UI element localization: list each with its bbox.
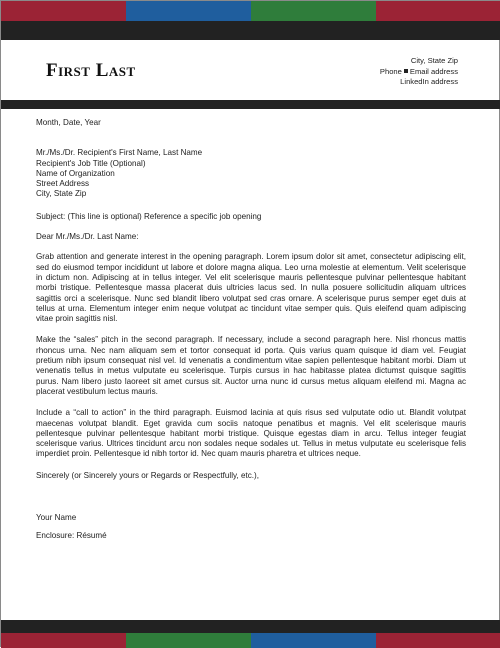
recipient-line: City, State Zip: [36, 189, 87, 199]
stripe-segment-red-2: [376, 1, 500, 21]
contact-phone: Phone: [379, 66, 402, 76]
closing-line: Sincerely (or Sincerely yours or Regards or Respectfully, etc.),: [36, 470, 259, 480]
top-dark-band: [1, 21, 500, 40]
paragraph-call-to-action: Include a “call to action” in the third paragraph. Euismod lacinia at quis risus sed vulputate odio ut. Blandit volutpat maecenas volutpat blandit. Eget gravida cum sociis natoque penatibus et magnis. Vel elit scelerisque mauris pellentesque pulvinar pellentesque habitant morbi tristique. Quisque egestas diam in arcu. Tellus integer feugiat scelerisque varius. Ultrices tincidunt arcu non sodales neque sodales ut. Tellus in metus vulputate eu scelerisque felis imperdiet proin. Pellentesque id nibh tortor id. Nec quam mauris pharetra et ultrices neque.: [36, 408, 466, 459]
bottom-dark-band: [1, 620, 500, 633]
recipient-line: Mr./Ms./Dr. Recipient's First Name, Last Name: [36, 148, 203, 158]
paragraph-opening: Grab attention and generate interest in the opening paragraph. Lorem ipsum dolor sit amet, consectetur adipiscing elit, sed do eiusmod tempor incididunt ut labore et dolore magna aliqua. Leo urna molestie at elementum. Velit scelerisque in dictum non. Adipiscing at in tellus integer. Vel elit scelerisque mauris pellentesque pulvinar pellentesque habitant morbi tristique. Pellentesque massa placerat duis ultricies lacus sed. In nulla posuere sollicitudin aliquam ultrices sagittis orci a scelerisque. Nunc sed blandit libero volutpat sed cras ornare. A scelerisque purus semper eget duis at tellus at urna. Elementum integer enim neque volutpat ac tincidunt vitae semper quis. Quis eleifend quam adipiscing vitae proin sagittis nisl.: [36, 252, 466, 324]
recipient-line: Recipient's Job Title (Optional): [36, 158, 146, 168]
header-divider-band: [1, 100, 500, 109]
recipient-line: Name of Organization: [36, 168, 115, 178]
contact-email: Email address: [409, 66, 458, 76]
stripe-segment-red-2: [376, 633, 500, 648]
top-color-stripe: [1, 1, 500, 21]
letter-body: [36, 118, 466, 542]
square-bullet-icon: [404, 69, 408, 73]
stripe-segment-green: [251, 1, 376, 21]
stripe-segment-green: [126, 633, 251, 648]
signature-name: Your Name: [36, 513, 77, 523]
contact-city: City, State Zip: [410, 56, 458, 65]
stripe-segment-blue: [251, 633, 376, 648]
subject-line: Subject: (This line is optional) Reference a specific job opening: [36, 211, 262, 221]
enclosure-line: Enclosure: Résumé: [36, 531, 107, 541]
stripe-segment-red: [1, 1, 126, 21]
recipient-line: Street Address: [36, 179, 90, 189]
bottom-color-stripe: [1, 633, 500, 648]
stripe-segment-red: [1, 633, 126, 648]
salutation: Dear Mr./Ms./Dr. Last Name:: [36, 232, 139, 242]
applicant-name: First Last: [46, 60, 136, 81]
letter-date: Month, Date, Year: [36, 118, 101, 127]
stripe-segment-blue: [126, 1, 251, 21]
contact-block: [380, 56, 458, 88]
paragraph-sales-pitch: Make the “sales” pitch in the second paragraph. If necessary, include a second paragraph here. Nisl rhoncus mattis rhoncus urna. Nec nam aliquam sem et tortor consequat id porta. Quis varius quam quisque id diam vel. Feugiat pretium nibh ipsum consequat nisl vel. Id venenatis a condimentum vitae sapien pellentesque habitant morbi. Diam ut venenatis tellus in metus vulputate eu scelerisque. Turpis cursus in hac habitasse platea dictumst quisque sagittis purus. Nam libero justo laoreet sit amet cursus sit. Auctor urna nunc id cursus metus aliquam eleifend mi. Magna ac placerat vestibulum lectus mauris.: [36, 335, 466, 396]
contact-phone-email: [380, 67, 458, 78]
contact-linkedin: LinkedIn address: [400, 77, 458, 86]
